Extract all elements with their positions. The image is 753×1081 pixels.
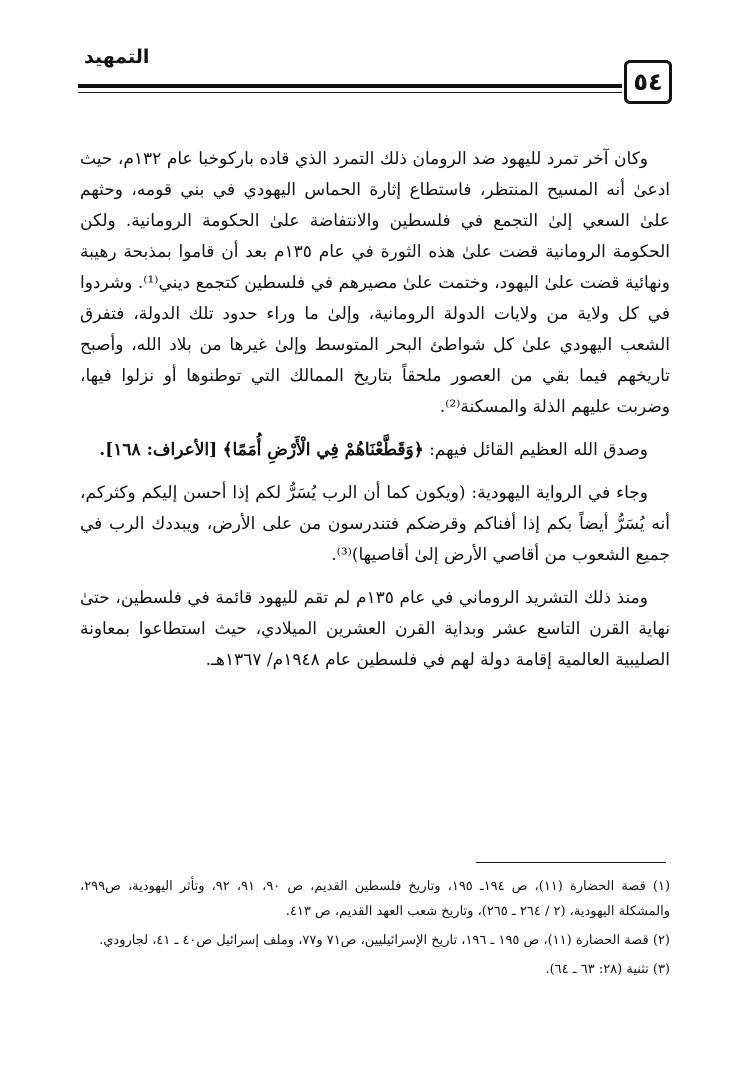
paragraph-3: ومنذ ذلك التشريد الروماني في عام ١٣٥م لم تقم لليهود قائمة في فلسطين، حتىٰ نهاية القرن التاسع عشر وبداية القرن العشرين الميلادي، حيث استطاعوا بمعاونة الصليبية العالمية إقامة دولة لهم في فلسطين عام ١٩٤٨م/ ١٣٦٧هـ. xyxy=(80,588,670,670)
body-text xyxy=(80,144,670,688)
quran-verse: ﴿وَقَطَّعْنَاهُمْ فِي الْأَرْضِ أُمَمًا﴾ xyxy=(222,440,424,460)
footnotes xyxy=(80,874,670,986)
paragraph-2: وجاء في الرواية اليهودية: (ويكون كما أن الرب يُسَرُّ لكم إذا أحسن إليكم وكثركم، أنه يُسَرُّ أيضاً بكم إذا أفناكم وقرضكم فتندرسون من على الأرض، ويبددك الرب في جميع الشعوب من أقاصي الأرض إلىٰ أقاصيها)⁽³⁾. xyxy=(80,483,670,565)
paragraph-1: وكان آخر تمرد لليهود ضد الرومان ذلك التمرد الذي قاده باركوخبا عام ١٣٢م، حيث ادعىٰ أنه المسيح المنتظر، فاستطاع إثارة الحماس اليهودي في بني قومه، وحثهم علىٰ السعي إلىٰ التجمع في فلسطين والانتفاضة علىٰ الحكومة الرومانية. ولكن الحكومة الرومانية قضت علىٰ هذه الثورة في عام ١٣٥م بعد أن قاموا بمذبحة رهيبة ونهائية قضت علىٰ اليهود، وختمت علىٰ مصيرهم في فلسطين كتجمع ديني⁽¹⁾. وشردوا في كل ولاية من ولايات الدولة الرومانية، وإلىٰ ما وراء حدود تلك الدولة، فتفرق الشعب اليهودي علىٰ كل شواطئ البحر المتوسط وإلىٰ غيرها من بلاد الله، وأصبح تاريخهم فيما بقي من العصور ملحقاً بتاريخ الممالك التي توطنوها أو نزلوا فيها، وضربت عليهم الذلة والمسكنة⁽²⁾. xyxy=(80,149,670,417)
header-rule-thin xyxy=(78,92,622,93)
footnote-separator xyxy=(476,862,666,863)
footnote-1: (١) قصة الحضارة (١١)، ص ١٩٤ـ ١٩٥، وتاريخ فلسطين القديم، ص ٩٠، ٩١، ٩٢، وتأثر اليهودية، ص٢٩٩، والمشكلة اليهودية، (٢ / ٢٦٤ ـ ٢٦٥)، وتاريخ شعب العهد القديم، ص ٤١٣. xyxy=(80,879,671,919)
header-rule-thick xyxy=(78,84,622,88)
quran-quote-line xyxy=(80,435,670,466)
running-header-title: التمهيد xyxy=(84,46,150,68)
quote-intro: وصدق الله العظيم القائل فيهم: xyxy=(429,440,648,460)
footnote-2: (٢) قصة الحضارة (١١)، ص ١٩٥ ـ ١٩٦، تاريخ الإسرائيليين، ص٧١ و٧٧، وملف إسرائيل ص٤٠ ـ ٤١، لجارودي. xyxy=(99,933,670,948)
footnote-3: (٣) تثنية (٢٨: ٦٣ ـ ٦٤). xyxy=(545,962,670,977)
quran-reference: [الأعراف: ١٦٨]. xyxy=(99,440,218,460)
page-number-box: ٥٤ xyxy=(624,60,672,104)
